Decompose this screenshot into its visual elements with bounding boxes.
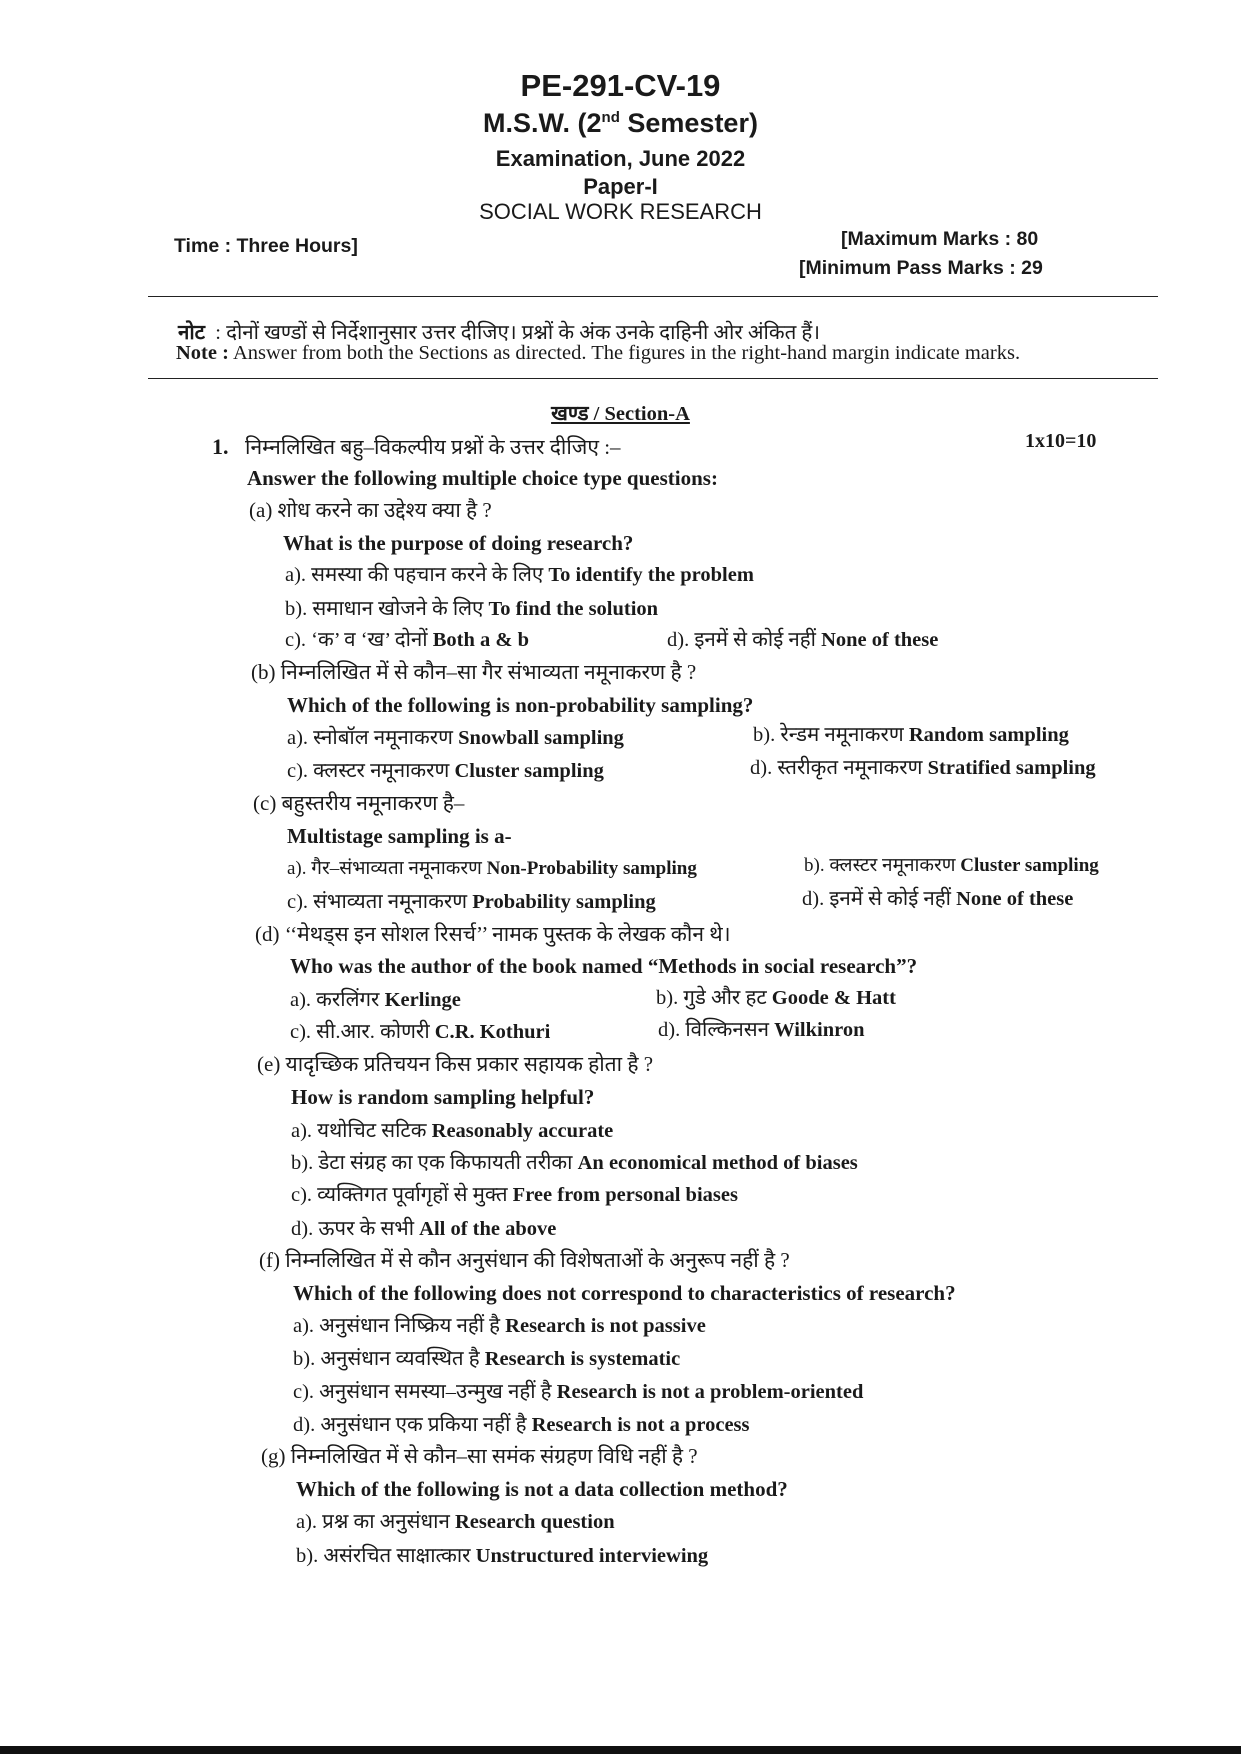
qd-option-d: d). विल्किनसन Wilkinron [658,1019,865,1041]
subject-title: SOCIAL WORK RESEARCH [479,199,762,224]
qe-option-a: a). यथोचिट सटिक Reasonably accurate [291,1120,614,1142]
qb-option-a: a). स्नोबॉल नमूनाकरण Snowball sampling [287,727,624,749]
qa-english: What is the purpose of doing research? [283,531,634,555]
qc-english: Multistage sampling is a- [287,824,512,848]
course-title: M.S.W. (2nd Semester) [483,108,758,138]
section-heading: खण्ड / Section-A [551,403,690,425]
qc-hindi: (c) बहुस्तरीय नमूनाकरण है– [253,791,465,815]
qg-english: Which of the following is not a data collection method? [296,1477,788,1501]
question-number: 1. [212,434,229,459]
qd-option-a: a). करलिंगर Kerlinge [290,989,461,1011]
paper-number: Paper-I [583,174,658,199]
qe-option-b: b). डेटा संग्रह का एक किफायती तरीका An economical method of biases [291,1152,858,1174]
qd-option-b: b). गुडे और हट Goode & Hatt [656,987,896,1009]
qc-option-a: a). गैर–संभाव्यता नमूनाकरण Non-Probability sampling [287,858,697,879]
qg-option-a: a). प्रश्न का अनुसंधान Research question [296,1511,615,1533]
note-english: Note : Answer from both the Sections as directed. The figures in the right-hand margin indicate marks. [176,342,1021,364]
qe-option-d: d). ऊपर के सभी All of the above [291,1218,557,1240]
qc-option-d: d). इनमें से कोई नहीं None of these [802,888,1074,910]
qb-option-c: c). क्लस्टर नमूनाकरण Cluster sampling [287,760,604,782]
qd-english: Who was the author of the book named “Methods in social research”? [290,954,918,978]
exam-title: Examination, June 2022 [495,146,746,171]
divider-top [148,296,1158,297]
qa-option-d: d). इनमें से कोई नहीं None of these [667,629,939,651]
qa-option-a: a). समस्या की पहचान करने के लिए To identify the problem [285,564,754,586]
min-pass-marks: [Minimum Pass Marks : 29 [799,257,1043,279]
qe-english: How is random sampling helpful? [291,1085,595,1109]
qf-option-d: d). अनुसंधान एक प्रकिया नहीं है Research is not a process [293,1414,750,1436]
q1-hindi: निम्नलिखित बहु–विकल्पीय प्रश्नों के उत्तर दीजिए :– [245,435,621,459]
qb-english: Which of the following is non-probability sampling? [287,693,754,717]
qc-option-b: b). क्लस्टर नमूनाकरण Cluster sampling [804,855,1099,876]
paper-code: PE-291-CV-19 [520,68,721,103]
qf-english: Which of the following does not correspond to characteristics of research? [293,1281,956,1305]
qg-option-b: b). असंरचित साक्षात्कार Unstructured interviewing [296,1545,709,1567]
q1-marks: 1x10=10 [1025,430,1097,452]
qf-option-c: c). अनुसंधान समस्या–उन्मुख नहीं है Research is not a problem-oriented [293,1381,864,1403]
scan-bottom-edge [0,1746,1241,1754]
qc-option-c: c). संभाव्यता नमूनाकरण Probability sampling [287,891,656,913]
qb-option-b: b). रेन्डम नमूनाकरण Random sampling [753,724,1069,746]
qf-option-a: a). अनुसंधान निष्क्रिय नहीं है Research is not passive [293,1315,706,1337]
qa-option-b: b). समाधान खोजने के लिए To find the solution [285,598,659,620]
qb-hindi: (b) निम्नलिखित में से कौन–सा गैर संभाव्यता नमूनाकरण है ? [251,660,697,684]
qd-hindi: (d) ‘‘मेथड्स इन सोशल रिसर्च’’ नामक पुस्तक के लेखक कौन थे। [255,922,731,946]
max-marks: [Maximum Marks : 80 [841,228,1039,250]
time-label: Time : Three Hours] [174,235,358,257]
qa-hindi: (a) शोध करने का उद्देश्य क्या है ? [249,498,492,522]
qe-hindi: (e) यादृच्छिक प्रतिचयन किस प्रकार सहायक होता है ? [257,1052,654,1076]
qf-hindi: (f) निम्नलिखित में से कौन अनुसंधान की विशेषताओं के अनुरूप नहीं है ? [259,1248,790,1272]
q1-english: Answer the following multiple choice type questions: [247,466,718,490]
divider-bottom [148,378,1158,379]
qf-option-b: b). अनुसंधान व्यवस्थित है Research is systematic [293,1348,681,1370]
qb-option-d: d). स्तरीकृत नमूनाकरण Stratified sampling [750,757,1096,779]
qg-hindi: (g) निम्नलिखित में से कौन–सा समंक संग्रहण विधि नहीं है ? [261,1444,698,1468]
qa-option-c: c). ‘क’ व ‘ख’ दोनों Both a & b [285,629,529,651]
qe-option-c: c). व्यक्तिगत पूर्वागृहों से मुक्त Free from personal biases [291,1184,738,1206]
note-hindi: नोट : दोनों खण्डों से निर्देशानुसार उत्तर दीजिए। प्रश्नों के अंक उनके दाहिनी ओर अंकित हैं। [178,322,821,344]
qd-option-c: c). सी.आर. कोणरी C.R. Kothuri [290,1021,551,1043]
